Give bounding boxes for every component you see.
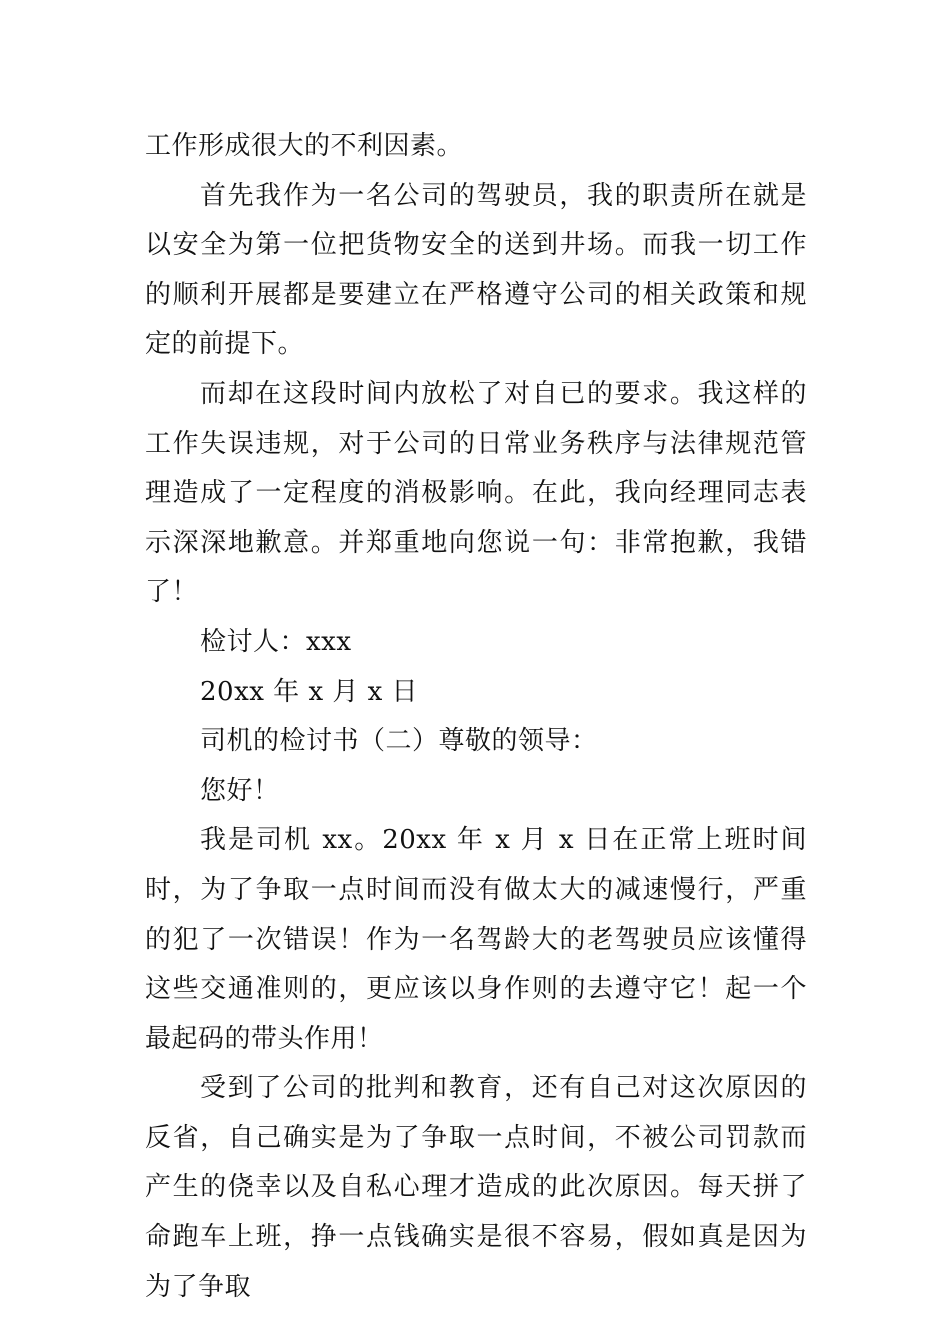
section-heading: 司机的检讨书（二）尊敬的领导： (200, 726, 598, 757)
paragraph-3: 而却在这段时间内放松了对自已的要求。我这样的工作失误违规，对于公司的日常业务秩序与法律规范管理造成了一定程度的消极影响。在此，我向经理同志表示深深地歉意。并郑重地向您说一句：非常抱歉，我错了！ (145, 378, 807, 608)
document-page (145, 122, 807, 1312)
signature-line: 检讨人：xxx (200, 626, 352, 657)
date-line: 20xx 年 x 月 x 日 (200, 676, 419, 707)
paragraph-1: 工作形成很大的不利因素。 (145, 131, 464, 161)
greeting: 您好！ (200, 775, 280, 806)
paragraph-8: 我是司机 xx。20xx 年 x 月 x 日在正常上班时间时，为了争取一点时间而没有做太大的减速慢行，严重的犯了一次错误！作为一名驾龄大的老驾驶员应该懂得这些交通准则的，更应该以身作则的去遵守它！起一个最起码的带头作用！ (145, 825, 807, 1054)
paragraph-9: 受到了公司的批判和教育，还有自己对这次原因的反省，自己确实是为了争取一点时间，不被公司罚款而产生的侥幸以及自私心理才造成的此次原因。每天拼了命跑车上班，挣一点钱确实是很不容易，假如真是因为为了争取 (145, 1073, 807, 1302)
paragraph-2: 首先我作为一名公司的驾驶员，我的职责所在就是以安全为第一位把货物安全的送到井场。而我一切工作的顺利开展都是要建立在严格遵守公司的相关政策和规定的前提下。 (145, 180, 807, 360)
